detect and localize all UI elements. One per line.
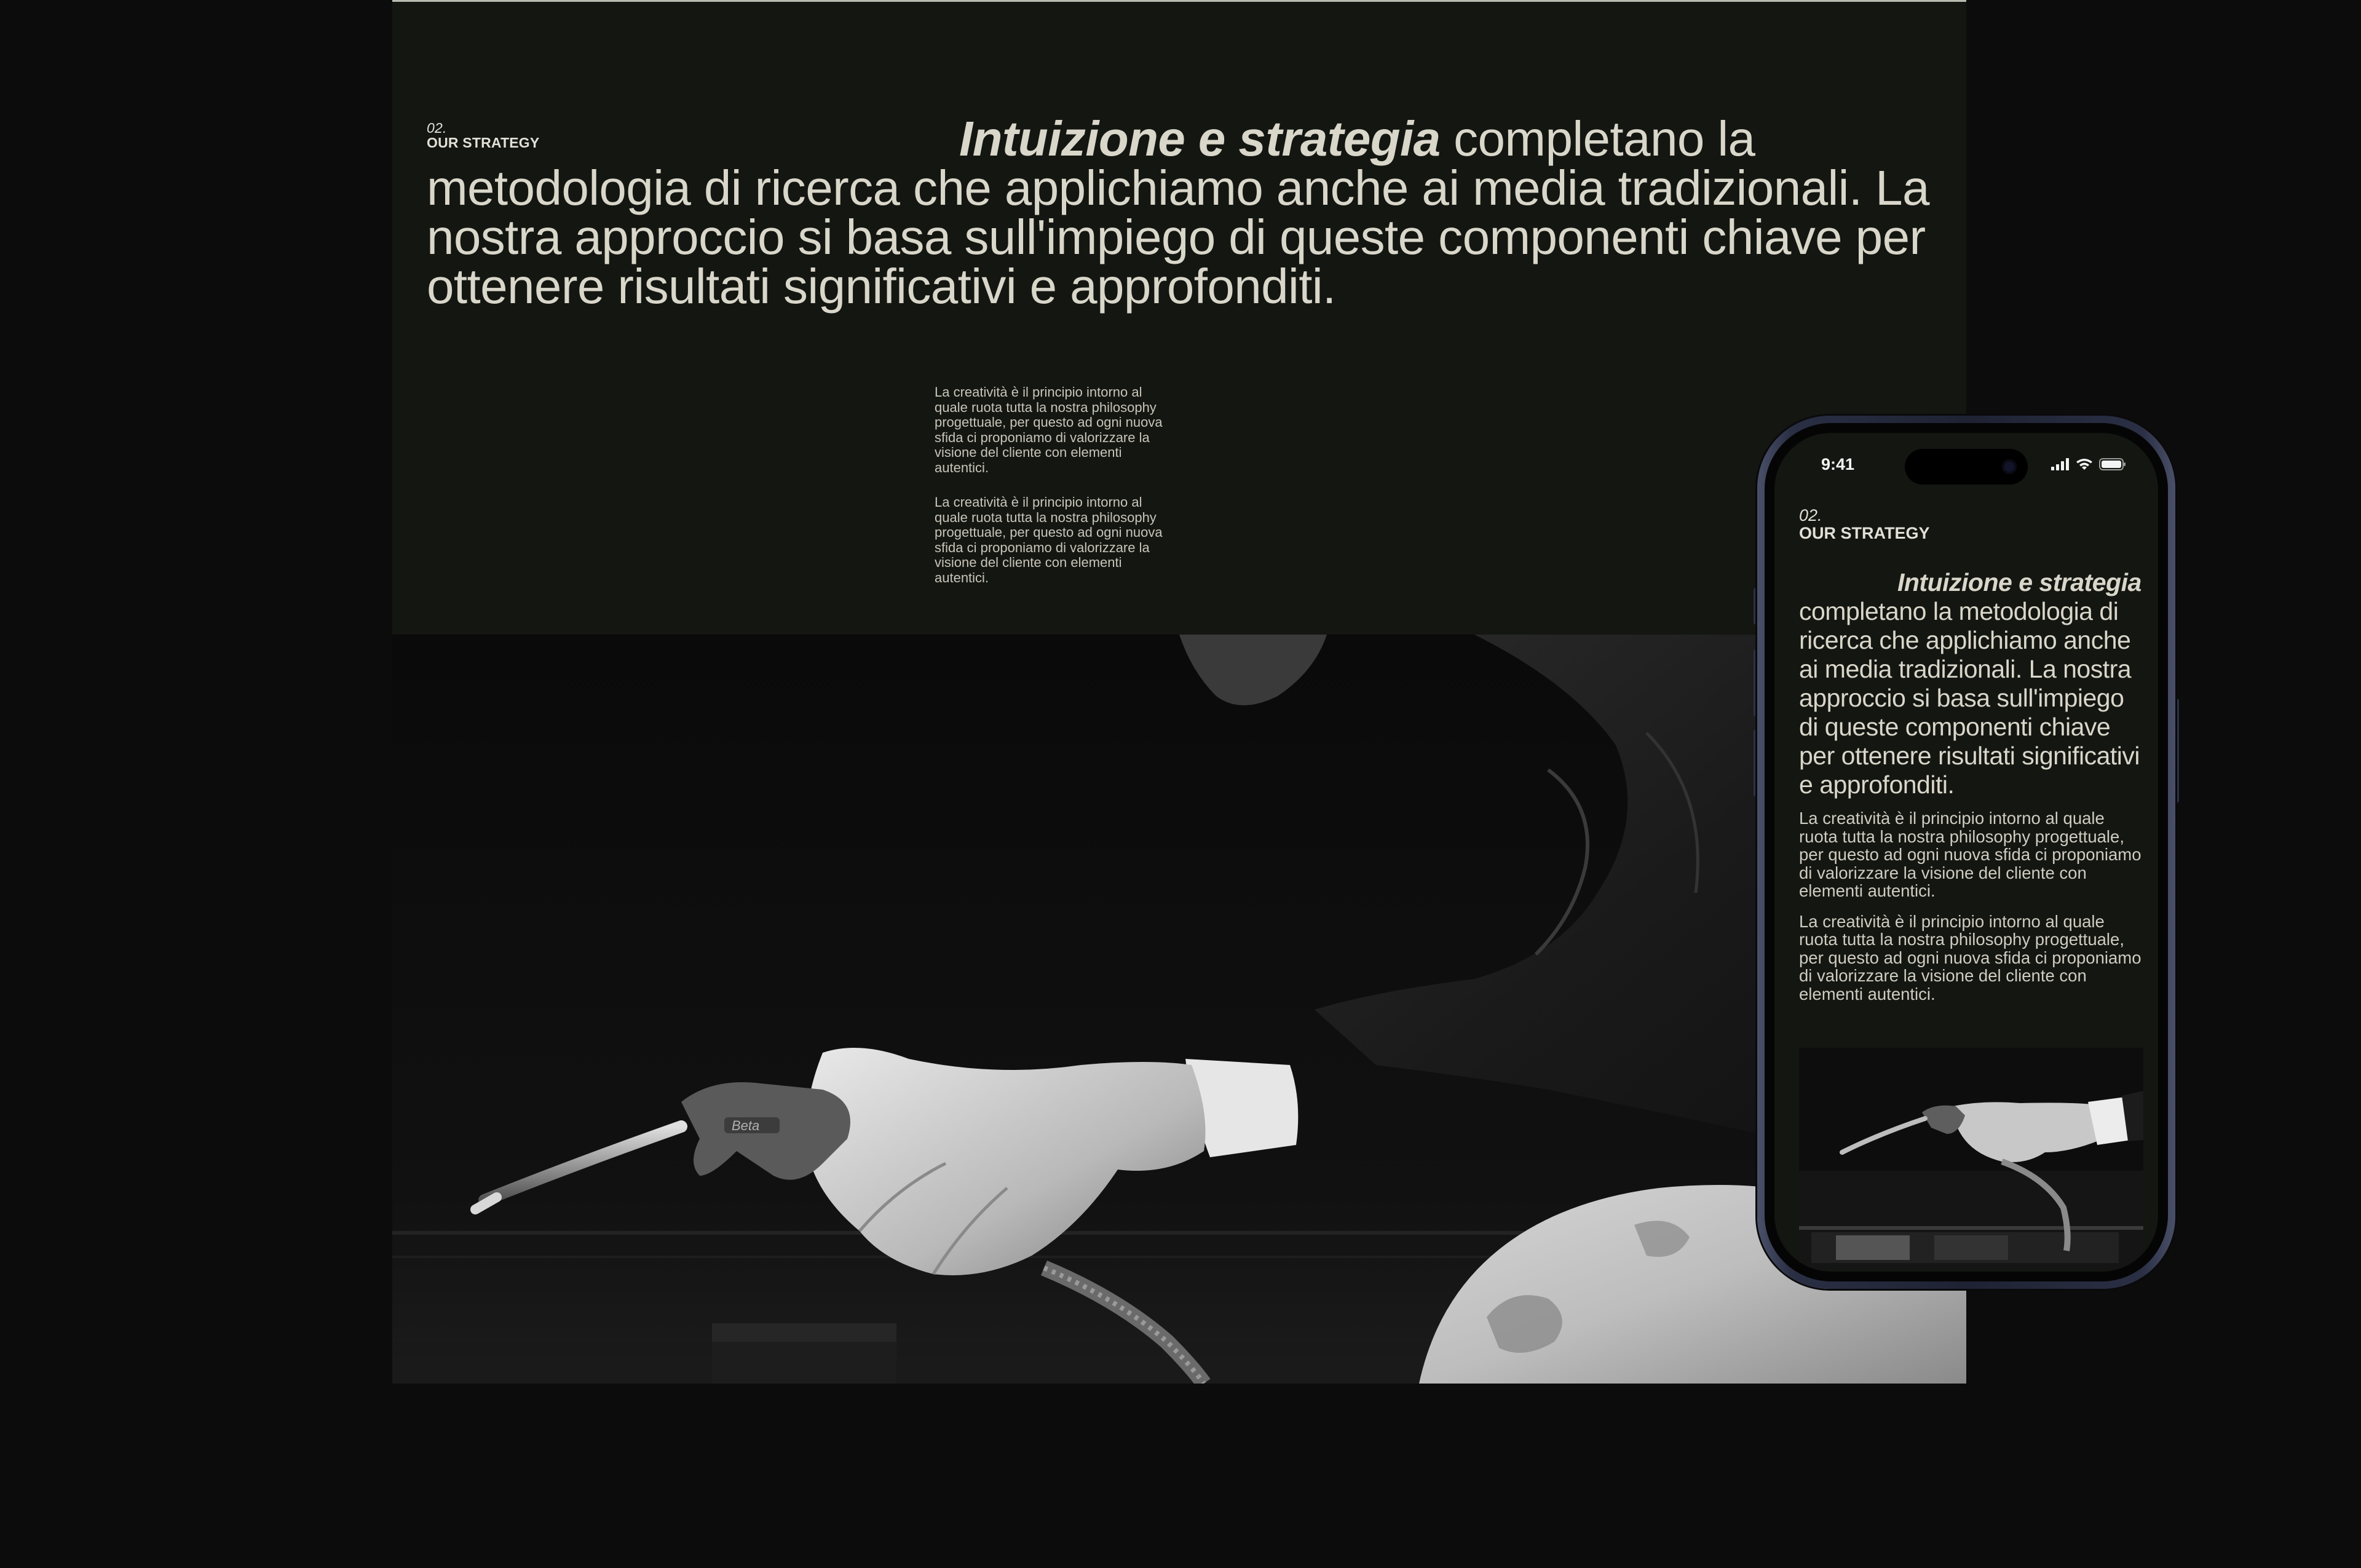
- status-time: 9:41: [1821, 455, 1855, 473]
- body-column: [935, 385, 1168, 605]
- headline-emphasis: Intuizione e strategia: [959, 111, 1441, 166]
- phone-content: [1799, 507, 2143, 1015]
- desktop-page-mockup: [392, 0, 1966, 1384]
- section-number: 02.: [427, 120, 447, 136]
- body-paragraph: La creatività è il principio intorno al quale ruota tutta la nostra philosophy progettuale, per questo ad ogni nuova sfida ci proponiamo di valorizzare la visione del cliente con elementi autentici.: [935, 384, 1163, 475]
- phone-screen: [1774, 433, 2158, 1272]
- wifi-icon: [2076, 458, 2093, 470]
- body-paragraph: La creatività è il principio intorno al quale ruota tutta la nostra philosophy progettuale, per questo ad ogni nuova sfida ci proponiamo di valorizzare la visione del cliente con elementi autentici.: [1799, 911, 2142, 1004]
- body-paragraph: La creatività è il principio intorno al quale ruota tutta la nostra philosophy progettuale, per questo ad ogni nuova sfida ci proponiamo di valorizzare la visione del cliente con elementi autentici.: [935, 494, 1163, 585]
- body-column: [1799, 809, 2143, 1003]
- headline-emphasis: Intuizione e strategia: [1897, 568, 2142, 596]
- page-headline: [1799, 568, 2143, 799]
- section-eyebrow: [1799, 507, 2143, 542]
- section-label: OUR STRATEGY: [427, 135, 540, 151]
- hero-photo: [1799, 1048, 2143, 1269]
- section-label: OUR STRATEGY: [1799, 524, 1930, 542]
- tool-brand-text: Beta: [732, 1118, 760, 1133]
- top-divider: [392, 0, 1966, 2]
- page-headline: [427, 111, 1952, 314]
- home-indicator: [1923, 1248, 2009, 1252]
- status-bar: [1774, 433, 2158, 501]
- headline-rest: completano la metodologia di ricerca che applichiamo anche ai media tradizionali. La nostra approccio si basa sull'impiego di queste componenti chiave per ottenere risultati significativi e approfonditi.: [1799, 597, 2140, 799]
- battery-icon: [2099, 458, 2126, 470]
- front-camera-icon: [2002, 459, 2017, 474]
- status-icons: [2051, 457, 2126, 471]
- dynamic-island: [1905, 449, 2028, 485]
- hero-photo: [392, 635, 1966, 1384]
- section-number: 02.: [1799, 506, 1822, 525]
- body-paragraph: La creatività è il principio intorno al quale ruota tutta la nostra philosophy progettuale, per questo ad ogni nuova sfida ci proponiamo di valorizzare la visione del cliente con elementi autentici.: [1799, 809, 2142, 900]
- signal-icon: [2051, 458, 2070, 470]
- headline-rest: completano la metodologia di ricerca che applichiamo anche ai media tradizionali. La nostra approccio si basa sull'impiego di queste componenti chiave per ottenere risultati significativi e approfonditi.: [427, 111, 1929, 314]
- phone-mockup: [1757, 416, 2175, 1289]
